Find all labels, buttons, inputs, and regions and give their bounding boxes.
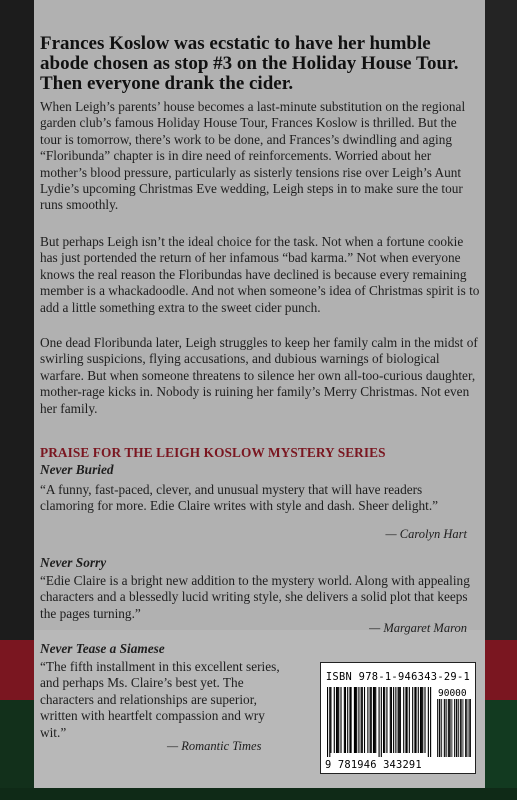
barcode-addon-bar [449, 699, 450, 757]
barcode-bar [362, 687, 363, 753]
barcode-bar [422, 687, 423, 753]
isbn-label: ISBN 978-1-946343-29-1 [325, 671, 471, 683]
barcode-bar [375, 687, 376, 753]
barcode-addon-bar [448, 699, 449, 757]
barcode-bar [420, 687, 421, 753]
review-author-1: — Carolyn Hart [385, 527, 467, 541]
review-book-title-1: Never Buried [40, 462, 114, 477]
review-quote-3: “The fifth installment in this excellent series, and perhaps Ms. Claire’s best yet. The characters and relationships are superior, written with heartfelt compassion and wry wit.” [40, 659, 280, 740]
barcode-bar [391, 687, 392, 753]
blurb-headline: Frances Koslow was ecstatic to have her humble abode chosen as stop #3 on the Holiday House Tour. Then everyone drank the cider. [40, 33, 459, 94]
barcode-addon-bar [458, 699, 459, 757]
barcode-bar [424, 687, 425, 753]
review-quote-1: “A funny, fast-paced, clever, and unusual mystery that will have readers clamoring for more. Edie Claire writes with style and dash. Sheer delight.” [40, 482, 439, 514]
barcode-addon-bar [444, 699, 445, 757]
barcode-addon-bar [441, 699, 442, 757]
barcode-bar [390, 687, 391, 753]
barcode-bar [336, 687, 337, 753]
barcode-bar [329, 687, 330, 757]
left-edge-band-red [0, 640, 34, 700]
barcode-bar [361, 687, 362, 753]
barcode-bar [418, 687, 419, 753]
barcode-bar [344, 687, 345, 753]
barcode-bar [414, 687, 415, 753]
barcode-addon-bar [465, 699, 466, 757]
barcode-addon-bar [460, 699, 461, 757]
barcode-addon-bar [437, 699, 438, 757]
left-edge-band-dark [0, 0, 34, 640]
blurb-paragraph-1: When Leigh’s parents’ house becomes a last-minute substitution on the regional garden club’s famous Holiday House Tour, Frances Koslow is thrilled. But the tour is tomorrow, there’s work to be done, and Frances’s dwindling and aging “Floribunda” chapter is in dire need of reinforcements. Worried about her mother’s blood pressure, particularly as sisterly tensions rise over Leigh’s Aunt Lydie’s upcoming Christmas Eve wedding, Leigh steps in to make sure the tour runs smoothly. [40, 99, 466, 213]
blurb-paragraph-3: One dead Floribunda later, Leigh struggles to keep her family calm in the midst of swirling suspicions, flying accusations, and dubious warnings of biological warfare. But when someone threatens to silence her own all-too-curious daughter, mother-rage kicks in. Nobody is ruining her family’s Merry Christmas. Not even her family. [40, 335, 478, 416]
barcode-bar [381, 687, 382, 757]
barcode-bar [407, 687, 408, 753]
barcode-addon-bar [457, 699, 458, 757]
barcode-addon-bar [463, 699, 464, 757]
isbn-barcode [320, 662, 476, 774]
barcode-addon-bar [446, 699, 447, 757]
review-quote-2: “Edie Claire is a bright new addition to the mystery world. Along with appealing characters and a blessedly lucid writing style, she delivers a solid plot that keeps the pages turning.” [40, 573, 470, 621]
right-edge-band-dark [485, 0, 517, 640]
barcode-bar [428, 687, 429, 757]
bottom-edge-stripe [0, 788, 517, 800]
barcode-bar [379, 687, 380, 757]
barcode-bar [373, 687, 374, 753]
barcode-bar [430, 687, 431, 757]
review-author-2: — Margaret Maron [369, 621, 467, 635]
barcode-bar [340, 687, 341, 753]
barcode-addon-bar [470, 699, 471, 757]
barcode-addon-bar [454, 699, 455, 757]
barcode-addon-bar [451, 699, 452, 757]
barcode-bar [370, 687, 371, 753]
barcode-bar [374, 687, 375, 753]
barcode-bar [345, 687, 346, 753]
barcode-bar [327, 687, 328, 757]
barcode-bar [364, 687, 365, 753]
barcode-bar [347, 687, 348, 753]
right-edge-band-green [485, 700, 517, 800]
barcode-bar [349, 687, 350, 753]
praise-heading: PRAISE FOR THE LEIGH KOSLOW MYSTERY SERIES [40, 445, 386, 460]
barcode-bar [337, 687, 338, 753]
barcode-bar [421, 687, 422, 753]
barcode-addon-bar [469, 699, 470, 757]
barcode-bar [403, 687, 404, 753]
price-code-text: 90000 [438, 688, 467, 699]
right-edge-band-red [485, 640, 517, 700]
barcode-addon-bar [461, 699, 462, 757]
barcode-bar [367, 687, 368, 753]
barcode-bar [371, 687, 372, 753]
review-book-title-2: Never Sorry [40, 555, 107, 570]
barcode-addon-bar [439, 699, 440, 757]
barcode-bar [398, 687, 399, 753]
barcode-addon-bar [468, 699, 469, 757]
barcode-bars [325, 687, 471, 759]
back-cover-panel [34, 0, 485, 788]
barcode-number: 9 781946 343291 [325, 759, 422, 771]
barcode-bar [395, 687, 396, 753]
barcode-addon-bar [445, 699, 446, 757]
barcode-bar [400, 687, 401, 753]
barcode-bar [330, 687, 331, 753]
review-author-3: — Romantic Times [167, 739, 262, 753]
barcode-bar [409, 687, 410, 753]
left-edge-band-green [0, 700, 34, 800]
barcode-bar [334, 687, 335, 753]
barcode-bar [358, 687, 359, 753]
barcode-addon-bar [466, 699, 467, 757]
barcode-bar [386, 687, 387, 753]
blurb-paragraph-2: But perhaps Leigh isn’t the ideal choice for the task. Not when a fortune cookie has just portended the return of her infamous “bad karma.” Not when everyone knows the real reason the Floribundas have declined is because every remaining member is a whackadoodle. And not when someone’s idea of Christmas spirit is to add a little something extra to the sweet cider punch. [40, 234, 480, 315]
review-book-title-3: Never Tease a Siamese [40, 641, 165, 656]
barcode-bar [412, 687, 413, 753]
barcode-bar [415, 687, 416, 753]
barcode-bar [384, 687, 385, 753]
barcode-bar [354, 687, 355, 753]
barcode-bar [356, 687, 357, 753]
barcode-bar [338, 687, 339, 753]
barcode-bar [393, 687, 394, 753]
barcode-addon-bar [450, 699, 451, 757]
barcode-addon-bar [456, 699, 457, 757]
barcode-bar [399, 687, 400, 753]
barcode-bar [355, 687, 356, 753]
barcode-addon-bar [440, 699, 441, 757]
barcode-bar [383, 687, 384, 753]
barcode-bar [405, 687, 406, 753]
barcode-bar [351, 687, 352, 753]
